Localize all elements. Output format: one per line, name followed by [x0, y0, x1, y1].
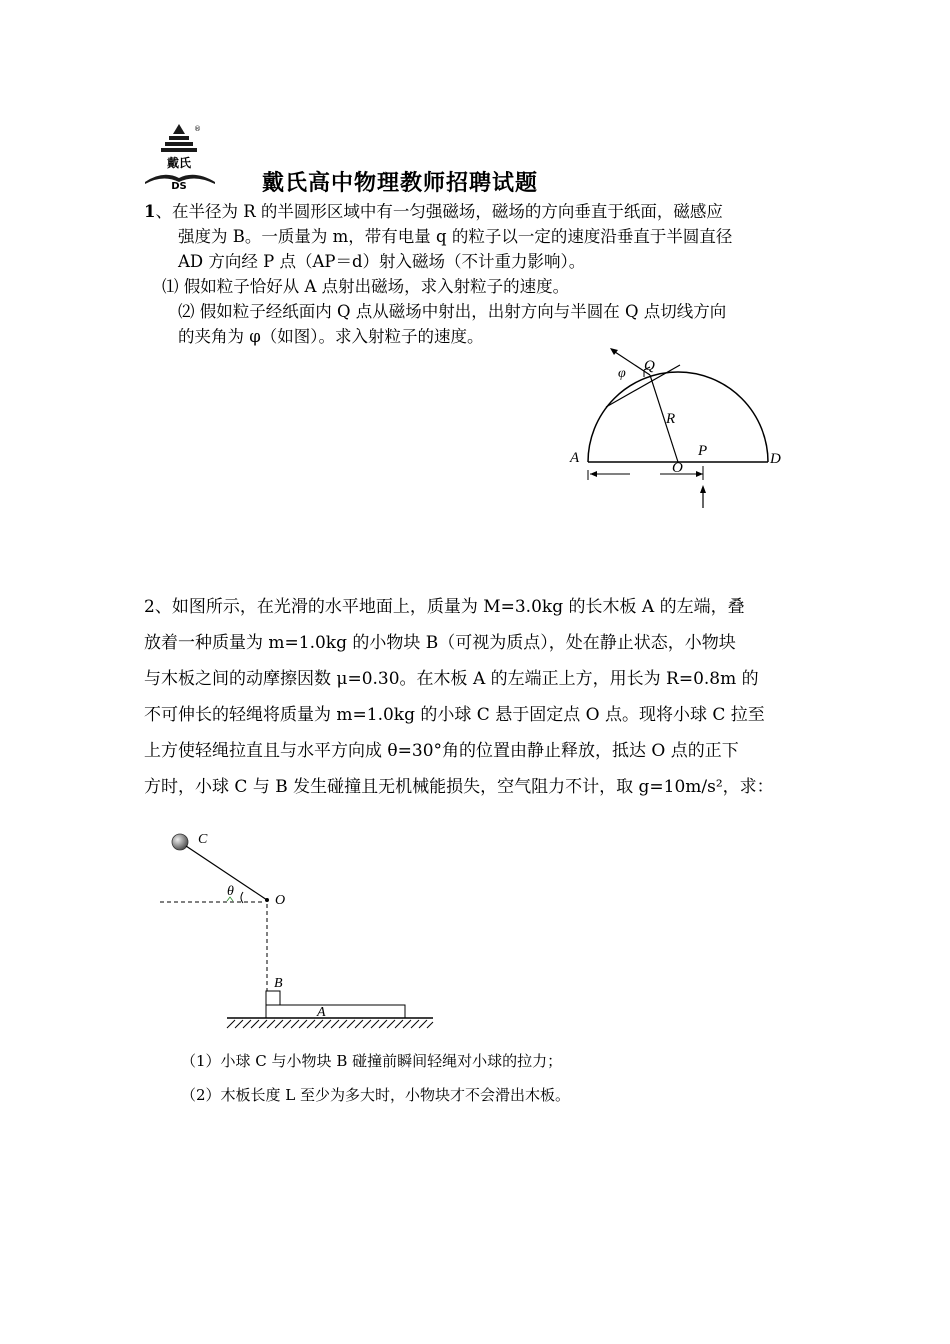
q1-sub2-line-2: 的夹角为 φ（如图）。求入射粒子的速度。 — [178, 327, 484, 346]
q2-line-3: 与木板之间的动摩擦因数 μ=0.30。在木板 A 的左端正上方，用长为 R=0.8m 的 — [144, 669, 759, 689]
svg-text:θ: θ — [227, 884, 234, 899]
svg-text:®: ® — [194, 125, 201, 133]
svg-text:R: R — [666, 411, 676, 427]
semicircle-figure — [560, 340, 800, 520]
q2-line-6: 方时，小球 C 与 B 发生碰撞且无机械能损失，空气阻力不计，取 g=10m/s²，求： — [144, 777, 774, 797]
q2-sub1: （1）小球 C 与小物块 B 碰撞前瞬间轻绳对小球的拉力； — [181, 1052, 563, 1070]
svg-text:戴氏: 戴氏 — [166, 156, 192, 170]
q1-line-3: AD 方向经 P 点（AP＝d）射入磁场（不计重力影响）。 — [178, 252, 586, 271]
q2-line-1: 2、如图所示，在光滑的水平地面上，质量为 M=3.0kg 的长木板 A 的左端，叠 — [144, 597, 745, 617]
svg-text:C: C — [198, 832, 208, 847]
svg-text:D: D — [770, 451, 781, 467]
q2-line-4: 不可伸长的轻绳将质量为 m=1.0kg 的小球 C 悬于固定点 O 点。现将小球 C 拉至 — [144, 705, 765, 725]
q2-line-5: 上方使轻绳拉直且与水平方向成 θ=30°角的位置由静止释放，抵达 O 点的正下 — [144, 741, 739, 761]
ds-logo — [143, 122, 218, 190]
q1-sub1: ⑴ 假如粒子恰好从 A 点射出磁场，求入射粒子的速度。 — [162, 277, 570, 296]
svg-text:B: B — [274, 976, 283, 991]
svg-text:O: O — [275, 893, 286, 908]
svg-text:O: O — [672, 460, 683, 476]
pendulum-figure — [155, 825, 445, 1040]
q1-line-1: 1、在半径为 R 的半圆形区域中有一匀强磁场，磁场的方向垂直于纸面，磁感应 — [144, 202, 723, 221]
page-title: 戴氏高中物理教师招聘试题 — [262, 170, 539, 196]
svg-text:A: A — [317, 1005, 326, 1020]
q2-sub2: （2）木板长度 L 至少为多大时，小物块才不会滑出木板。 — [181, 1086, 571, 1104]
svg-text:P: P — [698, 443, 708, 459]
svg-text:Q: Q — [644, 358, 655, 374]
q1-line-2: 强度为 B。一质量为 m，带有电量 q 的粒子以一定的速度沿垂直于半圆直径 — [178, 227, 733, 246]
svg-text:φ: φ — [618, 366, 626, 381]
q1-sub2-line-1: ⑵ 假如粒子经纸面内 Q 点从磁场中射出，出射方向与半圆在 Q 点切线方向 — [178, 302, 727, 321]
svg-text:DS: DS — [171, 181, 187, 190]
svg-text:A: A — [570, 450, 580, 466]
q2-line-2: 放着一种质量为 m=1.0kg 的小物块 B（可视为质点），处在静止状态，小物块 — [144, 633, 736, 653]
